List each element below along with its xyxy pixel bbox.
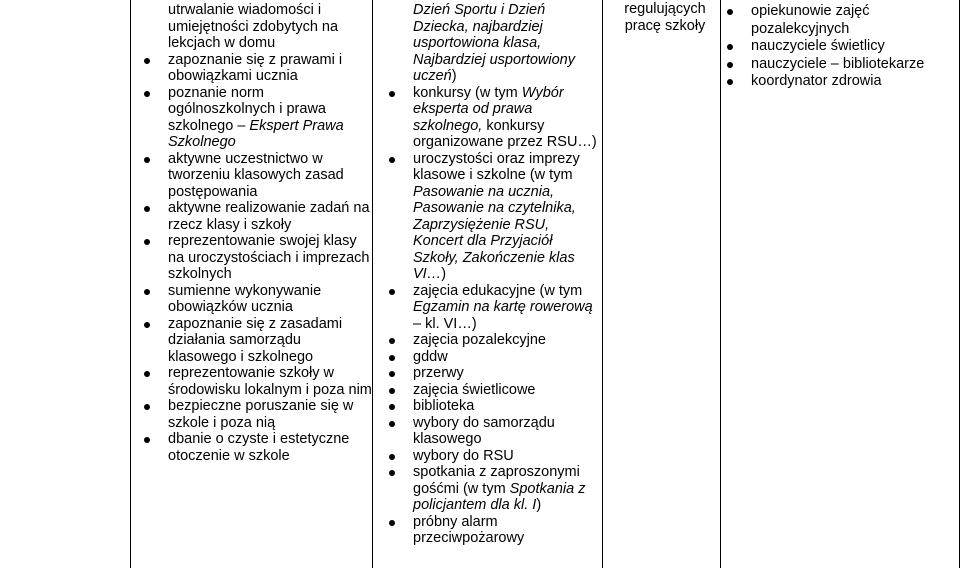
list-item [413, 398, 601, 415]
bullet-list [413, 2, 601, 547]
text-run: aktywne uczestnictwo w tworzeniu klasowych zasad postępowania [168, 150, 344, 200]
list-item [751, 73, 959, 91]
bullet-dot-icon [144, 91, 150, 97]
text-run: Spotkania z policjantem dla kl. I [413, 480, 586, 513]
text-run: sumienne wykonywanie obowiązków ucznia [168, 282, 322, 315]
text-run: zapoznanie się z prawami i obowiązkami ucznia [168, 51, 343, 84]
bullet-dot-icon [389, 520, 395, 526]
bullet-dot-icon [727, 62, 733, 68]
list-item [413, 464, 601, 514]
column-school-events [372, 0, 602, 568]
list-item [413, 151, 601, 283]
bullet-dot-icon [389, 388, 395, 394]
bullet-dot-icon [389, 338, 395, 344]
list-item [168, 2, 373, 52]
list-item [413, 514, 601, 547]
list-item [168, 85, 373, 151]
text-run: dbanie o czyste i estetyczne otoczenie w szkole [168, 431, 350, 464]
bullet-dot-icon [144, 239, 150, 245]
text-run: ) [536, 497, 542, 513]
text-run: ) [441, 266, 447, 282]
bullet-dot-icon [727, 9, 733, 15]
text-run: reprezentowanie swojej klasy na uroczystościach i imprezach szkolnych [168, 233, 370, 282]
column-regulations [602, 0, 720, 568]
text-run: zajęcia pozalekcyjne [413, 332, 546, 348]
list-item [751, 56, 959, 74]
text-run: aktywne realizowanie zadań na rzecz klasy i szkoły [168, 200, 370, 233]
list-item [413, 382, 601, 399]
text-run: opiekunowie zajęć pozalekcyjnych [751, 3, 870, 37]
text-run: Pasowanie na ucznia, Pasowanie na czytelnika, Zaprzysiężenie RSU, Koncert dla Przyjaciół Szkoły, Zakończenie klas VI… [413, 183, 576, 282]
bullet-dot-icon [727, 44, 733, 50]
column-student-activities [130, 0, 372, 568]
bullet-dot-icon [389, 421, 395, 427]
text-run: konkursy (w tym [413, 84, 522, 101]
list-item [413, 365, 601, 382]
bullet-dot-icon [144, 289, 150, 295]
text-run: zapoznanie się z zasadami działania samorządu klasowego i szkolnego [168, 315, 343, 365]
text-run: konkursy organizowane przez RSU…) [413, 117, 597, 150]
list-item [168, 200, 373, 233]
bullet-dot-icon [389, 404, 395, 410]
list-item [413, 415, 601, 448]
list-item [168, 398, 373, 431]
text-run: reprezentowanie szkoły w środowisku lokalnym i poza nim [168, 365, 372, 398]
bullet-dot-icon [389, 157, 395, 163]
text-run: Dzień Sportu i Dzień Dziecka, najbardziej usportowiona klasa, Najbardziej usportowiony uczeń [413, 2, 575, 84]
bullet-dot-icon [389, 355, 395, 361]
bullet-dot-icon [144, 157, 150, 163]
text-run: gddw [413, 348, 448, 365]
text-run: ) [451, 68, 457, 84]
text-run: wybory do RSU [413, 447, 514, 464]
bullet-list [751, 3, 959, 91]
text-run: Wybór eksperta od prawa szkolnego, [413, 84, 564, 134]
text-run: zajęcia świetlicowe [413, 381, 536, 398]
list-item [413, 283, 601, 333]
list-item [168, 52, 373, 85]
list-item [413, 349, 601, 366]
text-run: – kl. VI…) [413, 315, 477, 332]
text-run: biblioteka [413, 398, 475, 414]
bullet-list [168, 2, 373, 464]
text-run: zajęcia edukacyjne (w tym [413, 282, 583, 299]
bullet-dot-icon [144, 206, 150, 212]
text-run: nauczyciele świetlicy [751, 38, 885, 54]
text-run: wybory do samorządu klasowego [413, 414, 555, 447]
list-item [168, 233, 373, 283]
bullet-dot-icon [389, 454, 395, 460]
list-item [168, 151, 373, 201]
list-item [413, 2, 601, 85]
text-run: nauczyciele – bibliotekarze [751, 55, 925, 72]
text-run: Egzamin na kartę rowerową [413, 299, 593, 315]
list-item [751, 38, 959, 56]
bullet-dot-icon [389, 91, 395, 97]
list-item [751, 3, 959, 38]
bullet-dot-icon [144, 371, 150, 377]
text-run: uroczystości oraz imprezy klasowe i szkolne (w tym [413, 150, 580, 183]
list-item [413, 85, 601, 151]
list-item [168, 431, 373, 464]
list-item [413, 332, 601, 349]
text-run: Ekspert Prawa Szkolnego [168, 117, 344, 150]
list-item [413, 448, 601, 465]
bullet-dot-icon [389, 470, 395, 476]
text-run: utrwalanie wiadomości i umiejętności zdobytych na lekcjach w domu [168, 2, 339, 51]
cell-text: regulujących pracę szkoły [624, 1, 706, 34]
bullet-dot-icon [144, 58, 150, 64]
text-run: spotkania z zaproszonymi gośćmi (w tym [413, 464, 580, 497]
text-run: przerwy [413, 365, 464, 381]
list-item [168, 316, 373, 366]
bullet-dot-icon [727, 79, 733, 85]
column-responsible-staff [720, 0, 960, 568]
list-item [168, 365, 373, 398]
list-item [168, 283, 373, 316]
bullet-dot-icon [144, 437, 150, 443]
bullet-dot-icon [144, 322, 150, 328]
bullet-dot-icon [389, 289, 395, 295]
text-run: bezpieczne poruszanie się w szkole i poza nią [168, 398, 354, 431]
bullet-dot-icon [389, 371, 395, 377]
text-run: próbny alarm przeciwpożarowy [413, 513, 525, 546]
text-run: koordynator zdrowia [751, 73, 882, 89]
bullet-dot-icon [144, 404, 150, 410]
text-run: poznanie norm ogólnoszkolnych i prawa szkolnego – [168, 84, 326, 134]
